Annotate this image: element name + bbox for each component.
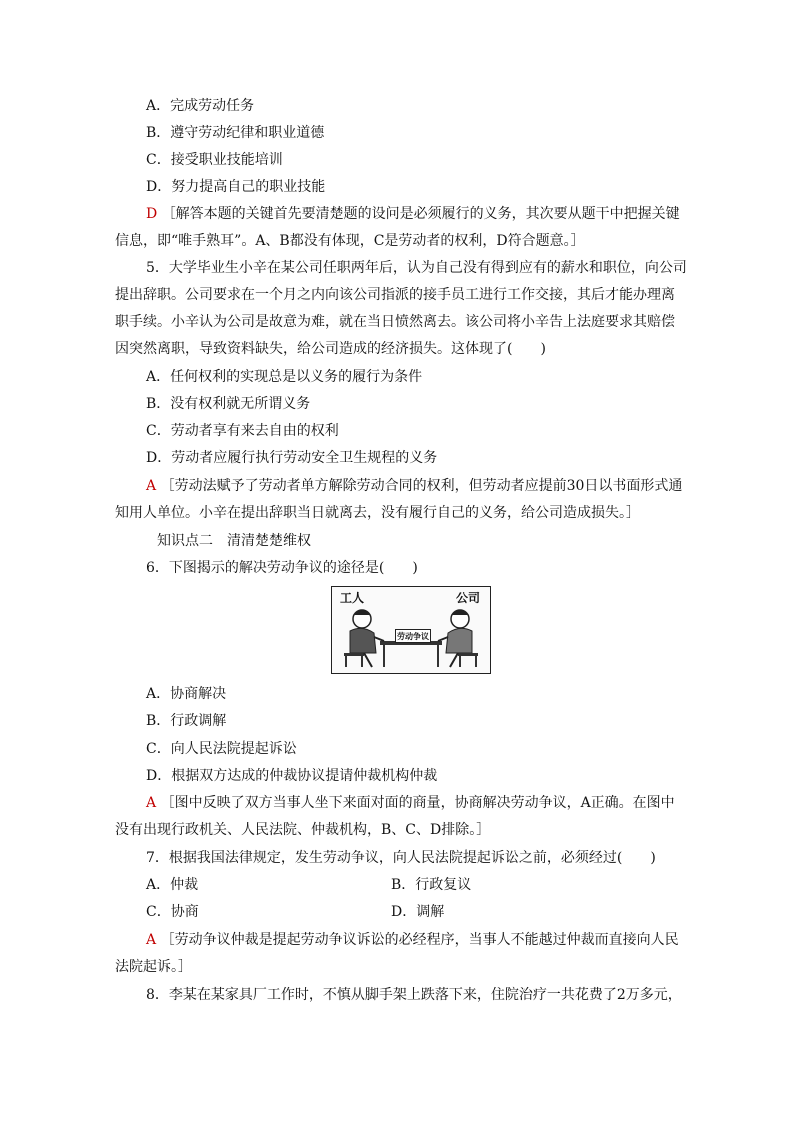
option-b-q7: B．行政复议	[391, 877, 472, 893]
option-d-q6: D．根据双方达成的仲裁协议提请仲裁机构仲裁	[146, 768, 438, 784]
question-5-stem-line: 职手续。小辛认为公司是故意为难，就在当日愤然离去。该公司将小辛告上法庭要求其赔偿	[115, 314, 675, 330]
explanation-text: ［图中反映了双方当事人坐下来面对面的商量，协商解决劳动争议，A正确。在图中	[160, 795, 675, 811]
labor-dispute-illustration	[331, 586, 491, 674]
question-5-stem: 5．大学毕业生小辛在某公司任职两年后，认为自己没有得到应有的薪水和职位，向公司	[146, 260, 687, 276]
answer-explanation-q6	[146, 793, 675, 813]
company-label: 公司	[456, 591, 481, 605]
question-6-stem: 6．下图揭示的解决劳动争议的途径是( )	[146, 560, 418, 576]
answer-explanation-q5	[146, 476, 682, 496]
option-c-q5: C．劳动者享有来去自由的权利	[146, 423, 339, 439]
question-8-stem: 8．李某在某家具厂工作时，不慎从脚手架上跌落下来，住院治疗一共花费了2万多元，	[146, 987, 682, 1003]
explanation-text: ［解答本题的关键首先要清楚题的设问是必须履行的义务，其次要从题干中把握关键	[161, 206, 680, 222]
option-a-q4: A．完成劳动任务	[146, 98, 255, 114]
answer-explanation-q4	[146, 204, 680, 224]
question-5-stem-line: 因突然离职，导致资料缺失，给公司造成的经济损失。这体现了( )	[115, 341, 546, 357]
question-7-stem: 7．根据我国法律规定，发生劳动争议，向人民法院提起诉讼之前，必须经过( )	[146, 850, 656, 866]
dispute-sign: 劳动争议	[397, 631, 429, 641]
answer-letter: A	[146, 478, 157, 494]
question-5-stem-line: 提出辞职。公司要求在一个月之内向该公司指派的接手员工进行工作交接，其后才能办理离	[115, 287, 675, 303]
explanation-continued: 没有出现行政机关、人民法院、仲裁机构，B、C、D排除。］	[115, 822, 491, 838]
option-b-q5: B．没有权利就无所谓义务	[146, 396, 311, 412]
option-a-q6: A．协商解决	[146, 686, 227, 702]
explanation-continued: 知用人单位。小辛在提出辞职当日就离去，没有履行自己的义务，给公司造成损失。］	[115, 505, 640, 521]
answer-explanation-q7	[146, 930, 679, 950]
option-c-q6: C．向人民法院提起诉讼	[146, 741, 297, 757]
worker-label: 工人	[340, 591, 365, 605]
option-b-q4: B．遵守劳动纪律和职业道德	[146, 125, 325, 141]
option-d-q5: D．劳动者应履行执行劳动安全卫生规程的义务	[146, 450, 438, 466]
explanation-continued: 法院起诉。］	[115, 959, 192, 975]
answer-letter: A	[146, 795, 157, 811]
option-c-q4: C．接受职业技能培训	[146, 152, 283, 168]
explanation-text: ［劳动争议仲裁是提起劳动争议诉讼的必经程序，当事人不能越过仲裁而直接向人民	[160, 932, 679, 948]
option-c-q7: C．协商	[146, 904, 199, 920]
section-heading: 知识点二 清清楚楚维权	[157, 533, 311, 549]
explanation-continued: 信息，即“唯手熟耳”。A、B都没有体现，C是劳动者的权利，D符合题意。］	[115, 233, 585, 249]
option-d-q4: D．努力提高自己的职业技能	[146, 179, 326, 195]
option-d-q7: D．调解	[391, 904, 445, 920]
option-b-q6: B．行政调解	[146, 713, 227, 729]
answer-letter: A	[146, 932, 157, 948]
option-a-q7: A．仲裁	[146, 877, 199, 893]
answer-letter: D	[146, 206, 158, 222]
explanation-text: ［劳动法赋予了劳动者单方解除劳动合同的权利，但劳动者应提前30日以书面形式通	[160, 478, 683, 494]
option-a-q5: A．任何权利的实现总是以义务的履行为条件	[146, 369, 423, 385]
